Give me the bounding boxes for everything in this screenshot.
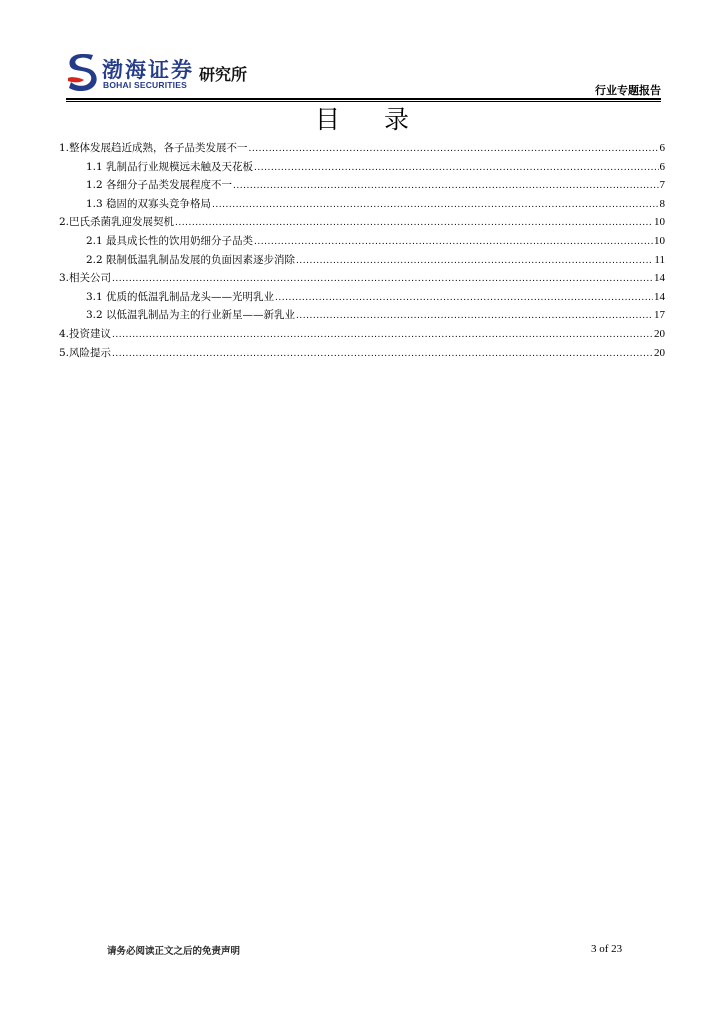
toc-leader-dots bbox=[112, 326, 653, 344]
toc-entry-page: 6 bbox=[659, 142, 665, 154]
toc-entry-title: 3.相关公司 bbox=[59, 272, 112, 285]
logo-chinese-name: 渤海证券 bbox=[102, 58, 194, 82]
toc-entry[interactable] bbox=[59, 325, 665, 344]
toc-entry-title: 3.1 优质的低温乳制品龙头——光明乳业 bbox=[86, 290, 275, 303]
toc-leader-dots bbox=[254, 159, 658, 177]
toc-entry-title: 1.整体发展趋近成熟，各子品类发展不一 bbox=[59, 142, 248, 154]
toc-entry-page: 14 bbox=[654, 272, 665, 285]
bohai-logo-icon bbox=[66, 52, 98, 92]
toc-entry-page: 14 bbox=[654, 290, 665, 303]
toc-entry[interactable] bbox=[59, 176, 665, 195]
toc-entry[interactable] bbox=[59, 251, 665, 270]
toc-entry-page: 20 bbox=[654, 346, 665, 359]
toc-leader-dots bbox=[112, 270, 653, 288]
disclaimer-notice: 请务必阅读正文之后的免责声明 bbox=[107, 946, 241, 957]
toc-entry-page: 20 bbox=[654, 327, 665, 340]
toc-entry-page: 6 bbox=[659, 160, 665, 173]
toc-entry-title: 2.巴氏杀菌乳迎发展契机 bbox=[59, 216, 175, 229]
toc-entry-title: 1.1 乳制品行业规模远未触及天花板 bbox=[86, 160, 254, 173]
toc-leader-dots bbox=[296, 307, 653, 325]
table-of-contents bbox=[59, 139, 665, 362]
toc-leader-dots bbox=[249, 140, 659, 158]
toc-entry[interactable] bbox=[59, 269, 665, 288]
institute-name: 研究所 bbox=[199, 65, 248, 84]
toc-entry-title: 5.风险提示 bbox=[59, 346, 112, 359]
toc-title: 目 录 bbox=[315, 105, 427, 134]
toc-entry-page: 11 bbox=[654, 253, 665, 266]
bohai-securities-logo bbox=[66, 52, 266, 94]
toc-leader-dots bbox=[275, 289, 653, 307]
toc-entry-page: 10 bbox=[654, 216, 665, 229]
toc-entry[interactable] bbox=[59, 344, 665, 363]
toc-entry-page: 17 bbox=[654, 309, 665, 322]
toc-entry[interactable] bbox=[59, 288, 665, 307]
toc-entry-title: 4.投资建议 bbox=[59, 327, 112, 340]
toc-entry[interactable] bbox=[59, 195, 665, 214]
toc-entry-title: 1.3 稳固的双寡头竞争格局 bbox=[86, 197, 212, 210]
toc-leader-dots bbox=[212, 196, 658, 214]
toc-entry-title: 1.2 各细分子品类发展程度不一 bbox=[86, 179, 233, 192]
toc-entry-page: 8 bbox=[659, 197, 665, 210]
toc-entry[interactable] bbox=[59, 213, 665, 232]
toc-entry[interactable] bbox=[59, 306, 665, 325]
toc-entry-title: 3.2 以低温乳制品为主的行业新星——新乳业 bbox=[86, 309, 296, 322]
toc-entry-page: 7 bbox=[659, 179, 665, 192]
toc-leader-dots bbox=[254, 233, 653, 251]
toc-entry-title: 2.1 最具成长性的饮用奶细分子品类 bbox=[86, 234, 254, 247]
toc-entry[interactable] bbox=[59, 139, 665, 158]
toc-entry[interactable] bbox=[59, 158, 665, 177]
report-type-label: 行业专题报告 bbox=[595, 84, 661, 97]
toc-leader-dots bbox=[296, 252, 653, 270]
toc-entry-title: 2.2 限制低温乳制品发展的负面因素逐步消除 bbox=[86, 253, 296, 266]
page-number: 3 of 23 bbox=[591, 943, 623, 955]
toc-entry[interactable] bbox=[59, 232, 665, 251]
logo-english-name: BOHAI SECURITIES bbox=[103, 80, 187, 90]
page-header bbox=[0, 0, 724, 110]
toc-entry-page: 10 bbox=[654, 234, 665, 247]
toc-leader-dots bbox=[175, 214, 653, 232]
toc-leader-dots bbox=[112, 345, 653, 363]
toc-leader-dots bbox=[233, 177, 658, 195]
